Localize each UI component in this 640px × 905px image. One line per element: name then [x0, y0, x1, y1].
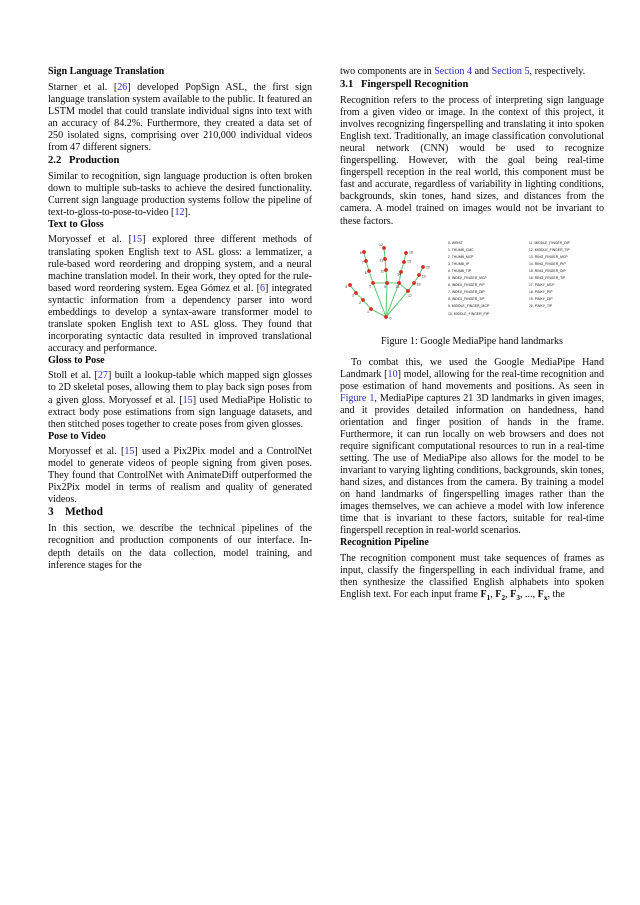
math-subscript: 3: [516, 593, 520, 602]
paragraph-recognition: Recognition refers to the process of interpreting sign language from a given video or image. In the context of this project, it involves recognizing fingerspelling and translating it into spoken English text. Traditionally, an image classification convolutional neural network (CNN) would be used to recognize fingerspelling. However, with the goal being real-time fingerspell reception in the real world, this component must be fast and accurate, regardless of variability in lighting conditions, backgrounds, skin tones, hand sizes, and distances from the camera. A model trained on images would not be invariant to these factors.: [340, 95, 604, 227]
citation-link[interactable]: 26: [117, 81, 128, 93]
section-heading-3: [48, 506, 312, 519]
heading-recognition-pipeline: Recognition Pipeline: [340, 537, 429, 549]
section-number: 3: [48, 506, 54, 519]
landmark-node-18: [412, 281, 416, 285]
figure-1-body: [340, 239, 604, 325]
landmark-node-15: [402, 260, 406, 264]
legend-item: 13. RING_FINGER_MCP: [529, 254, 568, 259]
paragraph-starner: [48, 82, 312, 154]
node-label-9: 9: [384, 284, 386, 289]
node-label-3: 3: [352, 293, 354, 298]
section-cross-reference-link[interactable]: Section 4: [434, 66, 473, 77]
legend-item: 4. THUMB_TIP: [448, 268, 472, 273]
legend-item: 20. PINKY_TIP: [529, 304, 553, 309]
math-base: F: [510, 588, 517, 600]
node-label-8: 8: [359, 250, 362, 255]
text-part: The recognition component must take sequences of frames as input, classify the fingerspelling in each individual frame, and then synthesize the classified English alphabets into spoken English text. For each input frame: [340, 552, 604, 600]
node-label-20: 20: [426, 265, 430, 270]
node-label-4: 4: [345, 284, 348, 289]
legend-item: 10. MIDDLE_FINGER_PIP: [448, 311, 490, 316]
node-label-12: 12: [379, 242, 383, 247]
paragraph-production: [48, 171, 312, 219]
text-part: , respectively.: [529, 66, 586, 77]
heading-text-to-gloss: Text to Gloss: [48, 218, 104, 230]
node-label-13: 13: [395, 284, 400, 289]
text-part: ] integrated syntactic information from a dependency parser into word embeddings to develop a syntax-aware transformer model to translate spoken English text to ASL gloss. They found that incorporating syntactic data resulted in improved translational accuracy and performance.: [48, 282, 312, 354]
node-label-14: 14: [397, 272, 402, 277]
paragraph-mediapipe: [340, 357, 604, 538]
landmark-node-19: [417, 273, 421, 277]
node-label-6: 6: [364, 270, 367, 275]
left-column: [48, 66, 312, 572]
heading-pose-to-video: Pose to Video: [48, 430, 106, 442]
landmark-node-0: [384, 315, 388, 319]
landmark-node-10: [384, 268, 388, 272]
landmark-node-17: [406, 289, 410, 293]
node-label-16: 16: [409, 250, 413, 255]
text-part: ,: [505, 588, 511, 600]
legend-item: 9. MIDDLE_FINGER_MCP: [448, 304, 490, 309]
legend-item: 3. THUMB_IP: [448, 261, 470, 266]
node-label-1: 1: [367, 309, 369, 314]
legend-item: 15. RING_FINGER_DIP: [529, 268, 566, 273]
citation-link[interactable]: 15: [131, 234, 143, 246]
landmark-node-6: [364, 269, 371, 275]
text-part: , MediaPipe captures 21 3D landmarks in given images, and it provides detailed information on handedness, hand orientation and finger position of hands in the frame. Furthermore, it can run locally on web browsers and does not require significant computational resources to run in a real-time setting. The use of MediaPipe also allows for the model to be invariant to varying lighting conditions, backgrounds, skin tones, hand sizes, and distances from the camera. By training a model on hand landmarks of fingerspelling images rather than the images themselves, we can achieve a model with low inference time that is invariant to these factors, suitable for real-time fingerspell reception in real-world scenarios.: [340, 392, 604, 537]
paragraph-method: In this section, we describe the technical pipelines of the recognition and production components of our interface. In-depth details on the data collection, model training, and inference stages for the: [48, 523, 312, 571]
landmark-node-16: [404, 251, 408, 255]
legend-item: 11. MIDDLE_FINGER_DIP: [529, 240, 570, 245]
legend-item: 16. RING_FINGER_TIP: [529, 276, 566, 281]
text-part: ] model, allowing for the real-time recognition and pose estimation of hand movements and positions. As seen in: [340, 368, 604, 392]
math-frame-symbol-x: [538, 589, 548, 600]
paragraph-continued: [340, 66, 604, 78]
node-label-10: 10: [380, 269, 385, 274]
text-part: two components are in: [340, 66, 435, 77]
figure-1: [340, 239, 604, 348]
text-part: ].: [184, 206, 191, 218]
landmark-node-7: [361, 259, 368, 265]
text-part: ] built a lookup-table which mapped sign glosses to 2D skeletal poses, allowing them to play back sign poses from a given gloss. Moryossef et al. [: [48, 370, 312, 406]
landmark-node-3: [352, 291, 358, 298]
text-part: Moryossef et al. [: [48, 446, 125, 458]
section-cross-reference-link[interactable]: Section 5: [491, 66, 530, 77]
legend-item: 14. RING_FINGER_PIP: [529, 261, 566, 266]
node-label-18: 18: [416, 282, 421, 287]
two-column-layout: [48, 66, 604, 604]
node-label-17: 17: [408, 293, 412, 298]
legend-item: 7. INDEX_FINGER_DIP: [448, 290, 485, 295]
landmark-node-8: [359, 250, 366, 255]
text-part: Moryossef et al. [: [48, 234, 132, 246]
legend-item: 0. WRIST: [448, 240, 463, 245]
paragraph-pose-to-video: [48, 446, 312, 506]
section-heading-2-2: [48, 154, 312, 167]
paragraph-gloss-to-pose: [48, 370, 312, 430]
text-part: , the: [547, 588, 565, 600]
citation-link[interactable]: 6: [259, 282, 266, 294]
legend-item: 19. PINKY_DIP: [529, 297, 553, 302]
math-subscript: 1: [486, 593, 491, 602]
citation-link[interactable]: 15: [124, 446, 135, 458]
node-label-15: 15: [407, 259, 411, 264]
landmark-node-11: [383, 257, 387, 261]
text-part: , ...,: [519, 588, 538, 600]
node-label-2: 2: [359, 300, 361, 305]
section-title: Method: [65, 506, 103, 519]
landmark-node-1: [369, 307, 373, 311]
section-number: 3.1: [340, 79, 354, 91]
landmark-node-5: [371, 281, 375, 285]
node-label-0: 0: [389, 316, 392, 321]
text-part: Starner et al. [: [48, 81, 118, 93]
landmark-legend: [448, 240, 604, 318]
landmark-node-4: [348, 283, 352, 287]
text-part: and: [472, 66, 492, 77]
section-title: Fingerspell Recognition: [361, 79, 469, 91]
node-label-11: 11: [379, 258, 384, 263]
paragraph-text-to-gloss: [48, 234, 312, 354]
section-number: 2.2: [48, 154, 62, 166]
text-part: ,: [490, 588, 496, 600]
text-part: ] developed PopSign ASL, the first sign language translation system available to the public. It featured an LSTM model that could translate individual signs into text with an accuracy of 84.2%. Furthermore, they created a data set of 250 isolated signs, comprising over 210,000 individual videos from 47 different signers.: [48, 81, 313, 153]
math-frame-symbol-1: [480, 589, 490, 600]
landmark-legend-column-left: [448, 240, 523, 318]
math-subscript: x: [543, 593, 548, 602]
math-subscript: 2: [501, 593, 506, 602]
math-frame-symbol-3: [510, 589, 520, 600]
math-base: F: [480, 588, 487, 600]
legend-item: 2. THUMB_MCP: [448, 254, 474, 259]
text-part: Stoll et al. [: [48, 370, 98, 382]
figure-cross-reference-link[interactable]: Figure 1: [340, 392, 375, 404]
legend-item: 1. THUMB_CMC: [448, 247, 474, 252]
section-heading-3-1: [340, 78, 604, 91]
legend-item: 12. MIDDLE_FINGER_TIP: [529, 247, 570, 252]
node-label-19: 19: [421, 274, 426, 279]
landmark-node-2: [361, 298, 365, 302]
landmark-legend-column-right: [529, 240, 604, 318]
citation-link[interactable]: 12: [174, 206, 185, 218]
heading-gloss-to-pose: Gloss to Pose: [48, 354, 105, 366]
legend-item: 17. PINKY_MCP: [529, 283, 555, 288]
section-title: Production: [69, 154, 120, 166]
figure-1-caption: Figure 1: Google MediaPipe hand landmarks: [381, 335, 563, 347]
citation-link[interactable]: 15: [182, 394, 193, 406]
legend-item: 8. INDEX_FINGER_TIP: [448, 297, 485, 302]
legend-item: 6. INDEX_FINGER_PIP: [448, 283, 485, 288]
text-part: To combat this, we used the Google MediaPipe Hand Landmark [: [340, 356, 604, 380]
math-base: F: [537, 588, 544, 600]
text-part: ] used a Pix2Pix model and a ControlNet model to generate videos of people signing from given poses. They found that ControlNet with AnimateDiff outperformed the Pix2Pix model in terms of realism and quality of generated videos.: [48, 446, 313, 506]
math-frame-symbol-2: [495, 589, 505, 600]
text-part: Similar to recognition, sign language production is often broken down to multiple sub-tasks to achieve the desired functionality. Current sign language production systems follow the pipeline of text-to-gloss-to-pose-to-video [: [48, 170, 312, 218]
math-base: F: [495, 588, 502, 600]
citation-link[interactable]: 27: [97, 370, 108, 382]
landmark-node-20: [421, 265, 425, 269]
node-label-5: 5: [369, 284, 372, 289]
right-column: [340, 66, 604, 604]
text-part: ] explored three different methods of translating spoken English text to ASL gloss: a lemmatizer, a rule-based word reordering and dropping system, and a neural machine translation model. In their work, they opted for the rule-based word reordering system. Egea Gómez et al. [: [48, 234, 312, 294]
node-label-7: 7: [361, 260, 364, 265]
text-part: ] used MediaPipe Holistic to extract body pose estimations from sign language datasets, and then stitched poses together to create poses from given glosses.: [48, 394, 312, 430]
legend-item: 5. INDEX_FINGER_MCP: [448, 276, 487, 281]
heading-sign-language-translation: Sign Language Translation: [48, 66, 165, 77]
citation-link[interactable]: 10: [387, 368, 398, 380]
paragraph-recognition-pipeline: [340, 553, 604, 604]
legend-item: 18. PINKY_PIP: [529, 290, 553, 295]
hand-landmark-diagram: [342, 239, 446, 325]
